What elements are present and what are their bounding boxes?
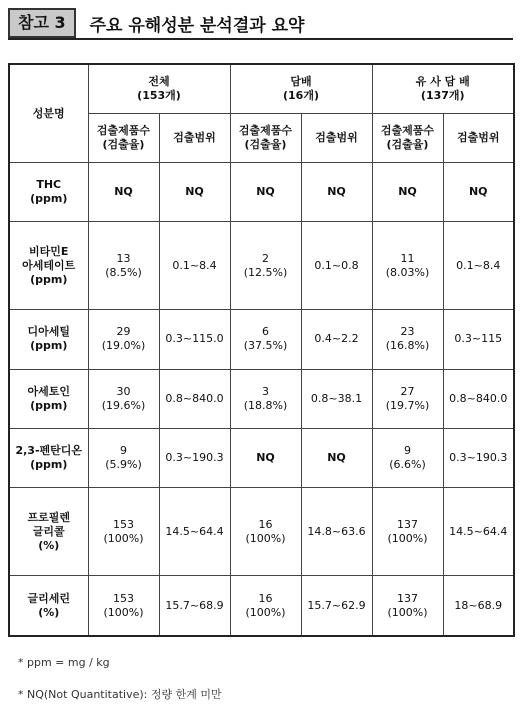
- component-name-cell: 글리세린 (%): [9, 576, 88, 636]
- detect-range-cell: 0.3~115: [443, 310, 514, 369]
- table-row: [9, 369, 514, 428]
- detect-count-cell: 23 (16.8%): [372, 310, 443, 369]
- analysis-summary-table: [8, 63, 515, 637]
- detect-count-cell: NQ: [230, 428, 301, 487]
- component-name-cell: THC (ppm): [9, 163, 88, 222]
- component-name-cell: 비타민E 아세테이트 (ppm): [9, 222, 88, 310]
- table-row: [9, 310, 514, 369]
- component-name-cell: 아세토인 (ppm): [9, 369, 88, 428]
- subheader-detect-count: 검출제품수 (검출율): [372, 114, 443, 163]
- detect-range-cell: NQ: [159, 163, 230, 222]
- detect-count-cell: 16 (100%): [230, 488, 301, 576]
- detect-range-cell: 0.3~190.3: [159, 428, 230, 487]
- column-header-component: 성분명: [9, 64, 88, 163]
- detect-count-cell: 9 (6.6%): [372, 428, 443, 487]
- component-name-cell: 프로필렌 글리콜 (%): [9, 488, 88, 576]
- group-header-similar-tobacco: 유 사 담 배 (137개): [372, 64, 514, 114]
- reference-label: 참고 3: [8, 8, 76, 38]
- table-row: [9, 428, 514, 487]
- detect-count-cell: 2 (12.5%): [230, 222, 301, 310]
- detect-range-cell: 14.8~63.6: [301, 488, 372, 576]
- detect-range-cell: 0.4~2.2: [301, 310, 372, 369]
- detect-range-cell: NQ: [301, 163, 372, 222]
- table-body: [9, 163, 514, 637]
- subheader-detect-range: 검출범위: [443, 114, 514, 163]
- table-row: [9, 222, 514, 310]
- detect-count-cell: 30 (19.6%): [88, 369, 159, 428]
- subheader-detect-range: 검출범위: [159, 114, 230, 163]
- detect-count-cell: 27 (19.7%): [372, 369, 443, 428]
- detect-count-cell: 153 (100%): [88, 576, 159, 636]
- detect-range-cell: 0.8~840.0: [443, 369, 514, 428]
- detect-count-cell: 9 (5.9%): [88, 428, 159, 487]
- table-row: [9, 576, 514, 636]
- subheader-detect-range: 검출범위: [301, 114, 372, 163]
- group-header-tobacco: 담배 (16개): [230, 64, 372, 114]
- detect-count-cell: 137 (100%): [372, 576, 443, 636]
- detect-range-cell: 0.3~190.3: [443, 428, 514, 487]
- detect-range-cell: 15.7~68.9: [159, 576, 230, 636]
- detect-range-cell: NQ: [443, 163, 514, 222]
- detect-count-cell: 11 (8.03%): [372, 222, 443, 310]
- detect-range-cell: 15.7~62.9: [301, 576, 372, 636]
- footnote-ppm: * ppm = mg / kg: [18, 656, 110, 669]
- detect-count-cell: 3 (18.8%): [230, 369, 301, 428]
- header: [8, 8, 304, 38]
- detect-count-cell: 16 (100%): [230, 576, 301, 636]
- detect-range-cell: NQ: [301, 428, 372, 487]
- detect-count-cell: 29 (19.0%): [88, 310, 159, 369]
- detect-count-cell: NQ: [372, 163, 443, 222]
- detect-count-cell: 6 (37.5%): [230, 310, 301, 369]
- table-row: [9, 163, 514, 222]
- detect-count-cell: 13 (8.5%): [88, 222, 159, 310]
- component-name-cell: 2,3-펜탄디온 (ppm): [9, 428, 88, 487]
- detect-range-cell: 0.8~840.0: [159, 369, 230, 428]
- detect-count-cell: NQ: [230, 163, 301, 222]
- component-name-cell: 디아세틸 (ppm): [9, 310, 88, 369]
- group-header-all: 전체 (153개): [88, 64, 230, 114]
- footnote-nq: * NQ(Not Quantitative): 정량 한계 미만: [18, 688, 222, 701]
- subheader-detect-count: 검출제품수 (검출율): [88, 114, 159, 163]
- detect-count-cell: 137 (100%): [372, 488, 443, 576]
- table-row: [9, 488, 514, 576]
- detect-range-cell: 0.1~8.4: [159, 222, 230, 310]
- subheader-detect-count: 검출제품수 (검출율): [230, 114, 301, 163]
- detect-range-cell: 0.1~0.8: [301, 222, 372, 310]
- detect-range-cell: 18~68.9: [443, 576, 514, 636]
- detect-count-cell: 153 (100%): [88, 488, 159, 576]
- detect-range-cell: 0.8~38.1: [301, 369, 372, 428]
- detect-range-cell: 0.3~115.0: [159, 310, 230, 369]
- detect-range-cell: 14.5~64.4: [443, 488, 514, 576]
- title-divider: [8, 38, 513, 40]
- detect-count-cell: NQ: [88, 163, 159, 222]
- detect-range-cell: 14.5~64.4: [159, 488, 230, 576]
- detect-range-cell: 0.1~8.4: [443, 222, 514, 310]
- page-title: 주요 유해성분 분석결과 요약: [89, 15, 305, 36]
